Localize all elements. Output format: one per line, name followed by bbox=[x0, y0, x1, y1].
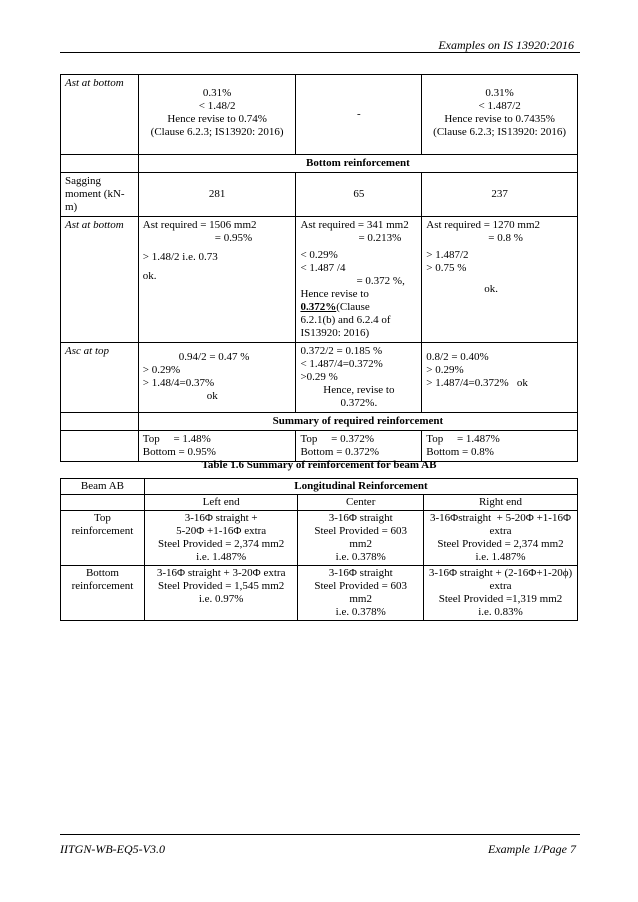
footer-doc-id: IITGN-WB-EQ5-V3.0 bbox=[60, 842, 165, 856]
cell-left: Top = 1.48% Bottom = 0.95% bbox=[138, 431, 296, 462]
header-beam: Beam AB bbox=[61, 479, 145, 495]
cell-left: Ast required = 1506 mm2 = 0.95% > 1.48/2 i.e. 0.73 ok. bbox=[138, 217, 296, 343]
cell-right: 0.31% < 1.487/2 Hence revise to 0.7435% (Clause 6.2.3; IS13920: 2016) bbox=[422, 75, 578, 155]
underlined-value: 0.372%(Clause bbox=[300, 301, 370, 313]
subheader-center: Center bbox=[298, 495, 424, 511]
running-title: Examples on IS 13920:2016 bbox=[438, 38, 574, 52]
subheader-right-end: Right end bbox=[424, 495, 578, 511]
cell-left: 3-16Φ straight + 3-20Φ extra Steel Provided = 1,545 mm2 i.e. 0.97% bbox=[144, 566, 297, 621]
cell-left: 3-16Φ straight + 5-20Φ +1-16Φ extra Steel Provided = 2,374 mm2 i.e. 1.487% bbox=[144, 511, 297, 566]
cell-center: Top = 0.372% Bottom = 0.372% bbox=[296, 431, 422, 462]
page-header bbox=[60, 12, 580, 53]
bottom-reinforcement-heading: Bottom reinforcement bbox=[138, 155, 577, 173]
header-longitudinal: Longitudinal Reinforcement bbox=[144, 479, 577, 495]
reinforcement-calc-table bbox=[60, 74, 578, 462]
summary-heading: Summary of required reinforcement bbox=[138, 413, 577, 431]
table-caption: Table 1.6 Summary of reinforcement for beam AB bbox=[201, 459, 437, 471]
row-label-bottom: Bottom reinforcement bbox=[61, 566, 145, 621]
footer-page: Example 1/Page 7 bbox=[488, 842, 576, 856]
cell-left: 0.94/2 = 0.47 % > 0.29% > 1.48/4=0.37% ok bbox=[138, 343, 296, 413]
row-label-top: Top reinforcement bbox=[61, 511, 145, 566]
cell-center: - bbox=[296, 75, 422, 155]
cell-center: 3-16Φ straight Steel Provided = 603 mm2 i.e. 0.378% bbox=[298, 511, 424, 566]
cell-center: 0.372/2 = 0.185 % < 1.487/4=0.372% >0.29 % Hence, revise to 0.372%. bbox=[296, 343, 422, 413]
subheader-left-end: Left end bbox=[144, 495, 297, 511]
page-footer bbox=[60, 834, 580, 856]
cell-right: Ast required = 1270 mm2 = 0.8 % > 1.487/2 > 0.75 % ok. bbox=[422, 217, 578, 343]
cell-center: Ast required = 341 mm2 = 0.213% < 0.29% < 1.487 /4 = 0.372 %, Hence revise to 0.372%(Clause 6.2.1(b) and 6.2.4 of IS13920: 2016) bbox=[296, 217, 422, 343]
beam-ab-summary-table bbox=[60, 478, 578, 621]
sagging-value: 65 bbox=[296, 173, 422, 217]
row-label-ast-bottom: Ast at bottom bbox=[61, 217, 139, 343]
cell-right: 3-16Φstraight + 5-20Φ +1-16Φ extra Steel Provided = 2,374 mm2 i.e. 1.487% bbox=[424, 511, 578, 566]
sagging-moment-label: Sagging moment (kN-m) bbox=[61, 173, 139, 217]
row-label-asc-top: Asc at top bbox=[61, 343, 139, 413]
sagging-value: 281 bbox=[138, 173, 296, 217]
cell-right: 0.8/2 = 0.40% > 0.29% > 1.487/4=0.372% ok bbox=[422, 343, 578, 413]
row-label-ast-bottom-top: Ast at bottom bbox=[61, 75, 139, 155]
cell-left: 0.31% < 1.48/2 Hence revise to 0.74% (Clause 6.2.3; IS13920: 2016) bbox=[138, 75, 296, 155]
sagging-value: 237 bbox=[422, 173, 578, 217]
cell-right: 3-16Φ straight + (2-16Φ+1-20ϕ) extra Steel Provided =1,319 mm2 i.e. 0.83% bbox=[424, 566, 578, 621]
cell-center: 3-16Φ straight Steel Provided = 603 mm2 i.e. 0.378% bbox=[298, 566, 424, 621]
cell-right: Top = 1.487% Bottom = 0.8% bbox=[422, 431, 578, 462]
